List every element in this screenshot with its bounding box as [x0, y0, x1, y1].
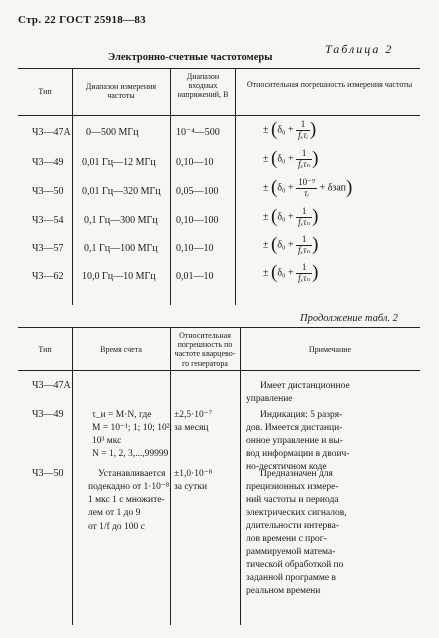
t1-row-formula: ± (δ₀ + $\frac{\text{10⁻⁹}}{\text{τᵢ}}$ + δзап) — [263, 177, 353, 198]
t1-row-freq: 10,0 Гц—10 МГц — [82, 271, 156, 282]
t1-row-formula: ± (δ₀ + $\frac{1}{\text{fₓτₙ}}$ ) — [263, 262, 319, 283]
t2-row-note-line: тической обработкой по — [246, 560, 344, 570]
t1-row-formula: ± (δ₀ + $\frac{1}{\text{fₓτₙ}}$ ) — [263, 234, 319, 255]
table-title: Электронно-счетные частотомеры — [108, 52, 273, 63]
t1-row-voltage: 0,10—10 — [176, 157, 214, 168]
t2-row-note-line: онное управление и вы- — [246, 436, 343, 446]
t2-header-type: Тип — [38, 345, 52, 354]
t2-row-note-line: Индикация: 5 разря- — [260, 410, 343, 420]
t1-row-type: Ч3—49 — [32, 157, 64, 168]
t1-row-freq: 0,01 Гц—12 МГц — [82, 157, 156, 168]
t1-header-voltage: Диапазон входных напряжений, В — [177, 72, 229, 100]
t1-header-type: Тип — [38, 87, 52, 96]
t2-row-count-time-line: N = 1, 2, 3,...,99999 — [92, 449, 169, 459]
t2-row-note-line: Предназначен для — [260, 469, 333, 479]
t2-row-note-line: вод информации в двоич- — [246, 449, 350, 459]
t2-row-note-line: реальном времени — [246, 586, 321, 596]
t1-row-voltage: 0,05—100 — [176, 186, 219, 197]
page-header: Стр. 22 ГОСТ 25918—83 — [18, 14, 146, 26]
t2-row-type: Ч3—47А — [32, 380, 71, 391]
t2-row-error-line: за сутки — [174, 482, 208, 492]
t2-row-type: Ч3—49 — [32, 409, 64, 420]
t2-row-note-line: длительности интерва- — [246, 521, 340, 531]
t2-row-note-line: электрических сигналов, — [246, 508, 347, 518]
t2-header-note: Примечание — [308, 345, 352, 354]
t2-row-note-line: Имеет дистанционное — [260, 381, 350, 391]
t1-row-freq: 0,1 Гц—100 МГц — [84, 243, 158, 254]
t1-row-freq: 0,01 Гц—320 МГц — [82, 186, 161, 197]
t1-row-voltage: 10⁻⁴—500 — [176, 127, 220, 138]
t1-row-freq: 0,1 Гц—300 МГц — [84, 215, 158, 226]
t2-row-count-time-line: 10³ мкс — [92, 436, 122, 446]
t2-row-note-line: раммируемой матема- — [246, 547, 336, 557]
t2-row-count-time-line: Устанавливается — [98, 469, 166, 479]
t2-row-note-line: прецизионных измере- — [246, 482, 339, 492]
t2-row-error-line: ±2,5·10⁻⁷ — [174, 410, 213, 420]
t1-header-freq-range: Диапазон измерения частоты — [85, 82, 157, 101]
t2-row-note-line: управление — [246, 394, 293, 404]
t2-row-note-line: но-десятичном коде — [246, 462, 327, 472]
t2-row-error-line: за месяц — [174, 423, 209, 433]
t1-row-type: Ч3—50 — [32, 186, 64, 197]
t1-row-formula: ± (δ₀ + $\frac{1}{\text{fₓτᵢ}}$ ) — [263, 119, 317, 140]
t1-row-type: Ч3—47А — [32, 127, 71, 138]
t2-header-count-time: Время счета — [100, 345, 142, 354]
t2-row-note-line: лов времени с прог- — [246, 534, 327, 544]
t1-header-error: Относительная погрешность измерения частоты — [246, 80, 413, 89]
t1-row-type: Ч3—57 — [32, 243, 64, 254]
t2-row-note-line: заданной программе в — [246, 573, 336, 583]
t1-row-formula: ± (δ₀ + $\frac{1}{\text{fₓτₙ}}$ ) — [263, 148, 319, 169]
t2-row-count-time-line: лем от 1 до 9 — [88, 508, 141, 518]
continuation-label: Продолжение табл. 2 — [300, 313, 398, 324]
t2-header-error: Относительная погрешность по частоте кварцево-го генератора — [174, 331, 236, 368]
t2-row-type: Ч3—50 — [32, 468, 64, 479]
t1-row-voltage: 0,10—10 — [176, 243, 214, 254]
t2-row-error-line: ±1,0·10⁻⁸ — [174, 469, 213, 479]
t1-row-type: Ч3—54 — [32, 215, 64, 226]
t1-row-formula: ± (δ₀ + $\frac{1}{\text{fₓτₙ}}$ ) — [263, 206, 319, 227]
t1-row-voltage: 0,10—100 — [176, 215, 219, 226]
t2-row-count-time-line: M = 10⁻¹; 1; 10; 10²; — [92, 423, 173, 433]
t2-row-count-time-line: от 1/f до 100 с — [88, 522, 145, 532]
t2-row-note-line: дов. Имеется дистанци- — [246, 423, 343, 433]
t1-row-freq: 0—500 МГц — [86, 127, 139, 138]
t1-row-voltage: 0,01—10 — [176, 271, 214, 282]
t2-row-note-line: ний частоты и периода — [246, 495, 339, 505]
t2-row-count-time-line: подекадно от 1·10⁻⁸, — [88, 482, 172, 492]
t2-row-count-time-line: τ_и = M·N, где — [92, 410, 152, 420]
t1-row-type: Ч3—62 — [32, 271, 64, 282]
table-label: Таблица 2 — [325, 42, 394, 56]
t2-row-count-time-line: 1 мкс 1 с множите- — [88, 495, 165, 505]
